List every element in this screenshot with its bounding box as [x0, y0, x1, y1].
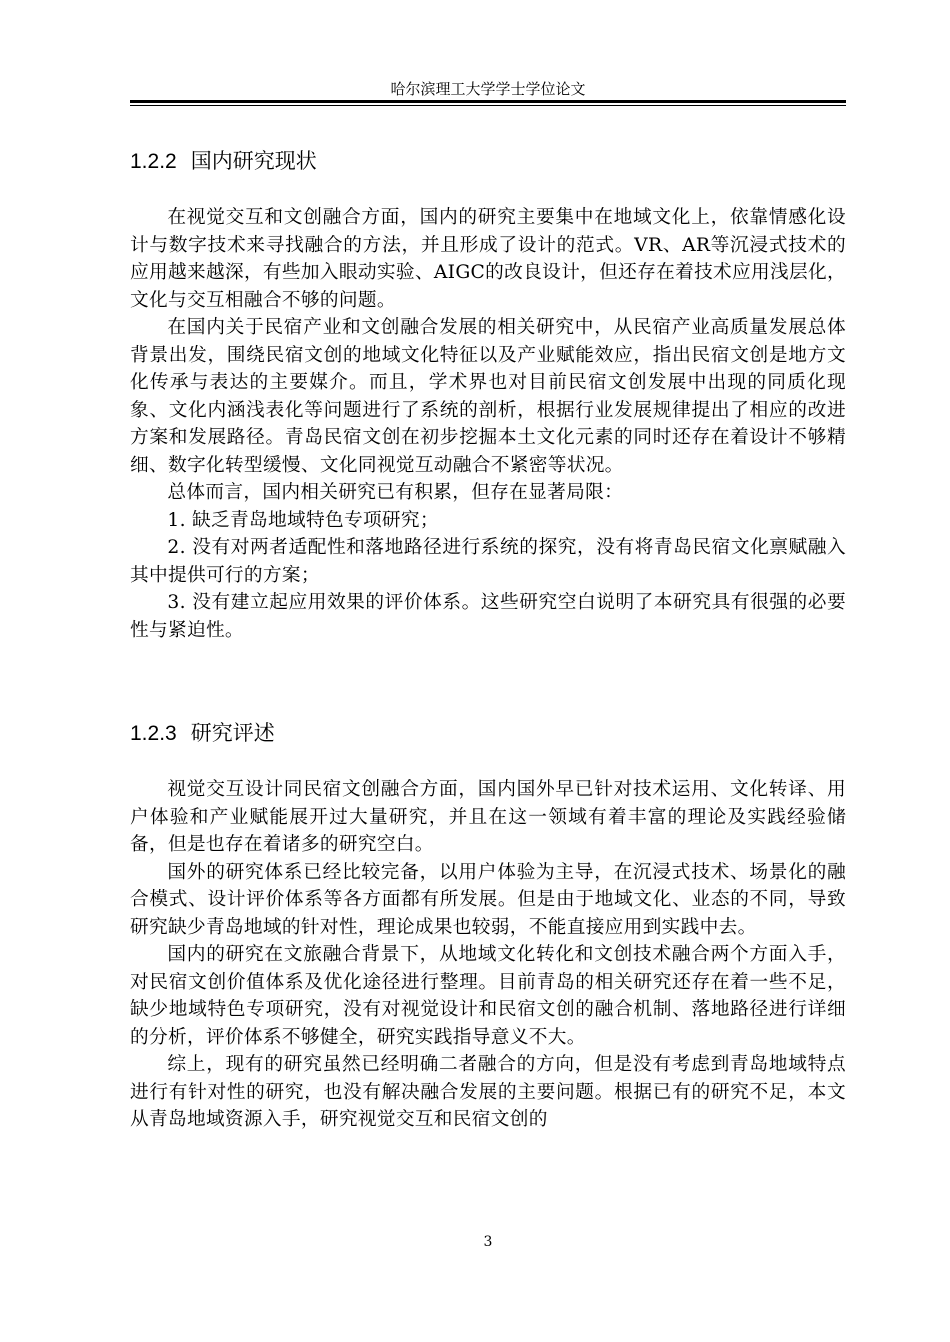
list-item: 1. 缺乏青岛地域特色专项研究； — [167, 509, 439, 531]
paragraph: 综上，现有的研究虽然已经明确二者融合的方向，但是没有考虑到青岛地域特点进行有针对性的研究，也没有解决融合发展的主要问题。根据已有的研究不足，本文从青岛地域资源入手，研究视觉交互和民宿文创的 — [130, 1054, 846, 1130]
paragraph: 在视觉交互和文创融合方面，国内的研究主要集中在地域文化上，依靠情感化设计与数字技术来寻找融合的方法，并且形成了设计的范式。VR、AR等沉浸式技术的应用越来越深，有些加入眼动实验、AIGC的改良设计，但还存在着技术应用浅层化，文化与交互相融合不够的问题。 — [130, 207, 846, 311]
paragraph: 国内的研究在文旅融合背景下，从地域文化转化和文创技术融合两个方面入手，对民宿文创价值体系及优化途径进行整理。目前青岛的相关研究还存在着一些不足，缺少地域特色专项研究，没有对视觉设计和民宿文创的融合机制、落地路径进行详细的分析，评价体系不够健全，研究实践指导意义不大。 — [130, 944, 846, 1048]
section-number: 1.2.3 — [130, 722, 177, 745]
list-item: 2. 没有对两者适配性和落地路径进行系统的探究，没有将青岛民宿文化禀赋融入其中提供可行的方案； — [130, 537, 846, 586]
section-title: 国内研究现状 — [190, 149, 317, 173]
section-title: 研究评述 — [190, 721, 275, 745]
list-item: 3. 没有建立起应用效果的评价体系。这些研究空白说明了本研究具有很强的必要性与紧迫性。 — [130, 592, 846, 641]
section-body-1-2-2 — [130, 204, 846, 644]
running-header: 哈尔滨理工大学学士学位论文 — [390, 80, 586, 98]
section-body-1-2-3 — [130, 776, 846, 1134]
paragraph: 国外的研究体系已经比较完备，以用户体验为主导，在沉浸式技术、场景化的融合模式、设计评价体系等各方面都有所发展。但是由于地域文化、业态的不同，导致研究缺少青岛地域的针对性，理论成果也较弱，不能直接应用到实践中去。 — [130, 861, 846, 938]
section-heading-1-2-3 — [130, 718, 275, 749]
section-number: 1.2.2 — [130, 150, 177, 173]
header-rule-thin — [130, 105, 846, 106]
header-rule-thick — [130, 100, 846, 103]
paragraph: 总体而言，国内相关研究已有积累，但存在显著局限： — [167, 482, 624, 503]
paragraph: 视觉交互设计同民宿文创融合方面，国内国外早已针对技术运用、文化转译、用户体验和产业赋能展开过大量研究，并且在这一领域有着丰富的理论及实践经验储备，但是也存在着诸多的研究空白。 — [130, 779, 846, 855]
page-number: 3 — [483, 1234, 493, 1250]
paragraph: 在国内关于民宿产业和文创融合发展的相关研究中，从民宿产业高质量发展总体背景出发，围绕民宿文创的地域文化特征以及产业赋能效应，指出民宿文创是地方文化传承与表达的主要媒介。而且，学术界也对目前民宿文创发展中出现的同质化现象、文化内涵浅表化等问题进行了系统的剖析，根据行业发展规律提出了相应的改进方案和发展路径。青岛民宿文创在初步挖掘本土文化元素的同时还存在着设计不够精细、数字化转型缓慢、文化同视觉互动融合不紧密等状况。 — [130, 317, 846, 476]
section-heading-1-2-2 — [130, 146, 317, 177]
